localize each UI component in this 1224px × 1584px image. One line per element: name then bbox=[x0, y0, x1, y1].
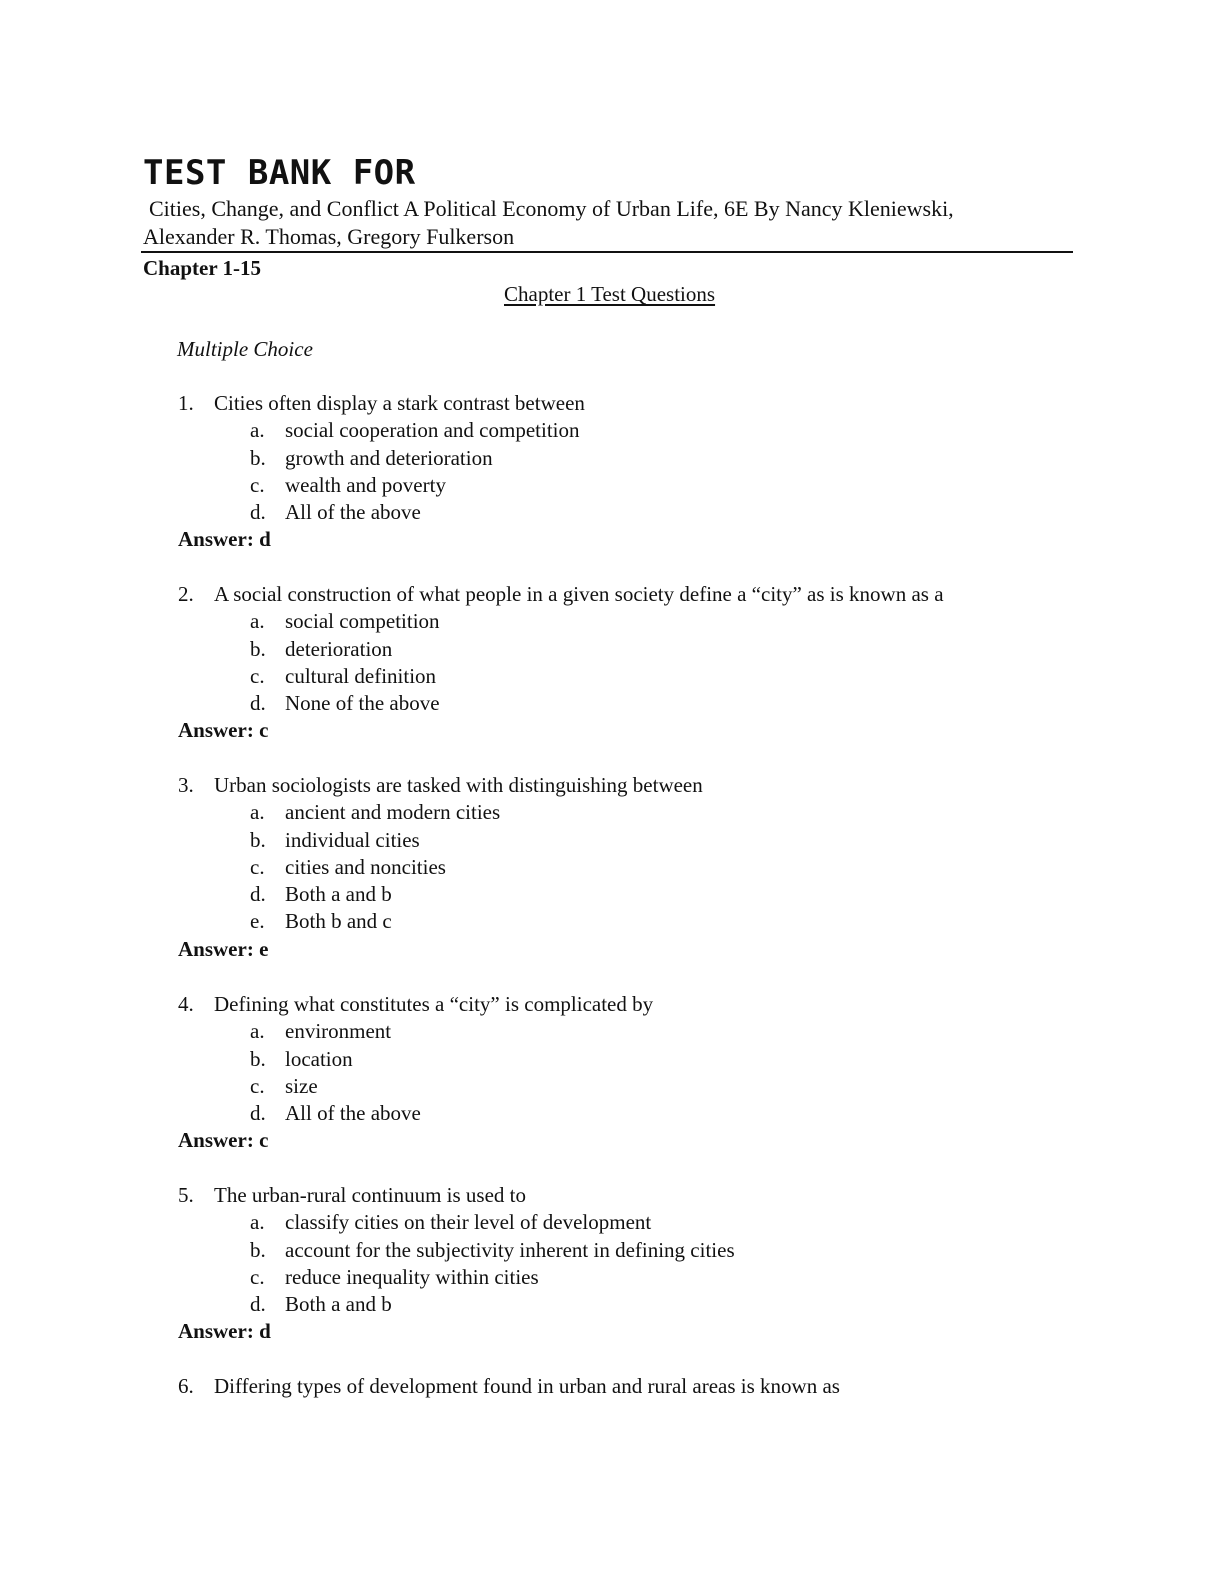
option-text: Both b and c bbox=[285, 909, 392, 934]
answer-key: Answer: d bbox=[178, 1319, 271, 1344]
option-text: Both a and b bbox=[285, 1292, 392, 1317]
option-letter: d. bbox=[250, 500, 266, 525]
question-5 bbox=[178, 1182, 1078, 1346]
option-letter: a. bbox=[250, 609, 265, 634]
option-letter: b. bbox=[250, 636, 266, 661]
option-text: Both a and b bbox=[285, 882, 392, 907]
option-letter: c. bbox=[250, 472, 265, 497]
answer-option bbox=[178, 1073, 1078, 1100]
answer-option bbox=[178, 881, 1078, 908]
answer-option bbox=[178, 799, 1078, 826]
option-letter: c. bbox=[250, 854, 265, 879]
question-text: Urban sociologists are tasked with distinguishing between bbox=[214, 773, 703, 797]
option-text: growth and deterioration bbox=[285, 445, 493, 470]
option-letter: a. bbox=[250, 418, 265, 443]
question-stem bbox=[178, 1182, 1078, 1209]
question-text: Differing types of development found in urban and rural areas is known as bbox=[214, 1374, 840, 1398]
answer-option bbox=[178, 1291, 1078, 1318]
question-stem bbox=[178, 581, 1078, 608]
option-text: ancient and modern cities bbox=[285, 800, 501, 825]
answer-option bbox=[178, 417, 1078, 444]
answer-option bbox=[178, 1264, 1078, 1291]
question-stem bbox=[178, 991, 1078, 1018]
option-letter: c. bbox=[250, 1073, 265, 1098]
question-1 bbox=[178, 390, 1078, 554]
answer-option bbox=[178, 636, 1078, 663]
option-text: deterioration bbox=[285, 636, 393, 661]
option-letter: e. bbox=[250, 909, 265, 934]
question-3 bbox=[178, 772, 1078, 963]
test-bank-title: TEST BANK FOR bbox=[143, 153, 416, 193]
question-number: 1. bbox=[178, 391, 194, 415]
option-letter: b. bbox=[250, 827, 266, 852]
option-text: All of the above bbox=[285, 1101, 421, 1126]
answer-key: Answer: d bbox=[178, 527, 271, 552]
chapter-heading: Chapter 1 Test Questions bbox=[504, 282, 716, 306]
option-text: individual cities bbox=[285, 827, 420, 852]
question-text: Defining what constitutes a “city” is complicated by bbox=[214, 992, 654, 1016]
option-text: account for the subjectivity inherent in defining cities bbox=[285, 1237, 735, 1262]
chapter-range: Chapter 1-15 bbox=[143, 256, 262, 280]
answer-option bbox=[178, 663, 1078, 690]
answer-option bbox=[178, 827, 1078, 854]
option-text: All of the above bbox=[285, 500, 421, 525]
question-number: 6. bbox=[178, 1374, 194, 1398]
answer-option bbox=[178, 690, 1078, 717]
answer-option bbox=[178, 445, 1078, 472]
question-stem bbox=[178, 390, 1078, 417]
option-text: None of the above bbox=[285, 691, 440, 716]
book-title-line-1: Cities, Change, and Conflict A Political Economy of Urban Life, 6E By Nancy Kleniewski, bbox=[149, 196, 954, 221]
question-text: Cities often display a stark contrast between bbox=[214, 391, 585, 415]
book-title-line-2: Alexander R. Thomas, Gregory Fulkerson bbox=[143, 224, 515, 249]
option-text: classify cities on their level of development bbox=[285, 1210, 652, 1235]
question-number: 4. bbox=[178, 992, 194, 1016]
question-stem bbox=[178, 772, 1078, 799]
answer-key: Answer: c bbox=[178, 718, 269, 743]
answer-option bbox=[178, 908, 1078, 935]
option-text: reduce inequality within cities bbox=[285, 1264, 539, 1289]
answer-option bbox=[178, 608, 1078, 635]
option-text: social competition bbox=[285, 609, 440, 634]
answer-option bbox=[178, 1046, 1078, 1073]
answer-option bbox=[178, 1209, 1078, 1236]
option-text: size bbox=[285, 1073, 318, 1098]
option-letter: d. bbox=[250, 691, 266, 716]
option-letter: d. bbox=[250, 1101, 266, 1126]
section-label: Multiple Choice bbox=[177, 337, 313, 361]
option-text: location bbox=[285, 1046, 353, 1071]
question-text: A social construction of what people in a given society define a “city” as is known as a bbox=[214, 582, 944, 606]
answer-key: Answer: e bbox=[178, 936, 269, 961]
answer-option bbox=[178, 1018, 1078, 1045]
question-number: 5. bbox=[178, 1183, 194, 1207]
question-6 bbox=[178, 1373, 1078, 1400]
option-letter: c. bbox=[250, 663, 265, 688]
answer-option bbox=[178, 472, 1078, 499]
option-letter: d. bbox=[250, 1292, 266, 1317]
option-text: social cooperation and competition bbox=[285, 418, 580, 443]
option-text: environment bbox=[285, 1019, 392, 1044]
question-2 bbox=[178, 581, 1078, 745]
question-text: The urban-rural continuum is used to bbox=[214, 1183, 527, 1207]
option-text: cultural definition bbox=[285, 663, 437, 688]
option-letter: b. bbox=[250, 445, 266, 470]
question-stem bbox=[178, 1373, 1078, 1400]
option-letter: a. bbox=[250, 1019, 265, 1044]
option-text: wealth and poverty bbox=[285, 472, 446, 497]
option-letter: b. bbox=[250, 1237, 266, 1262]
question-number: 2. bbox=[178, 582, 194, 606]
question-number: 3. bbox=[178, 773, 194, 797]
option-letter: a. bbox=[250, 1210, 265, 1235]
answer-option bbox=[178, 854, 1078, 881]
option-letter: a. bbox=[250, 800, 265, 825]
book-title bbox=[143, 195, 1073, 251]
answer-option bbox=[178, 499, 1078, 526]
option-letter: b. bbox=[250, 1046, 266, 1071]
header-divider bbox=[141, 251, 1073, 253]
option-letter: c. bbox=[250, 1264, 265, 1289]
option-text: cities and noncities bbox=[285, 854, 446, 879]
answer-option bbox=[178, 1100, 1078, 1127]
answer-key: Answer: c bbox=[178, 1128, 269, 1153]
question-4 bbox=[178, 991, 1078, 1155]
answer-option bbox=[178, 1237, 1078, 1264]
option-letter: d. bbox=[250, 882, 266, 907]
